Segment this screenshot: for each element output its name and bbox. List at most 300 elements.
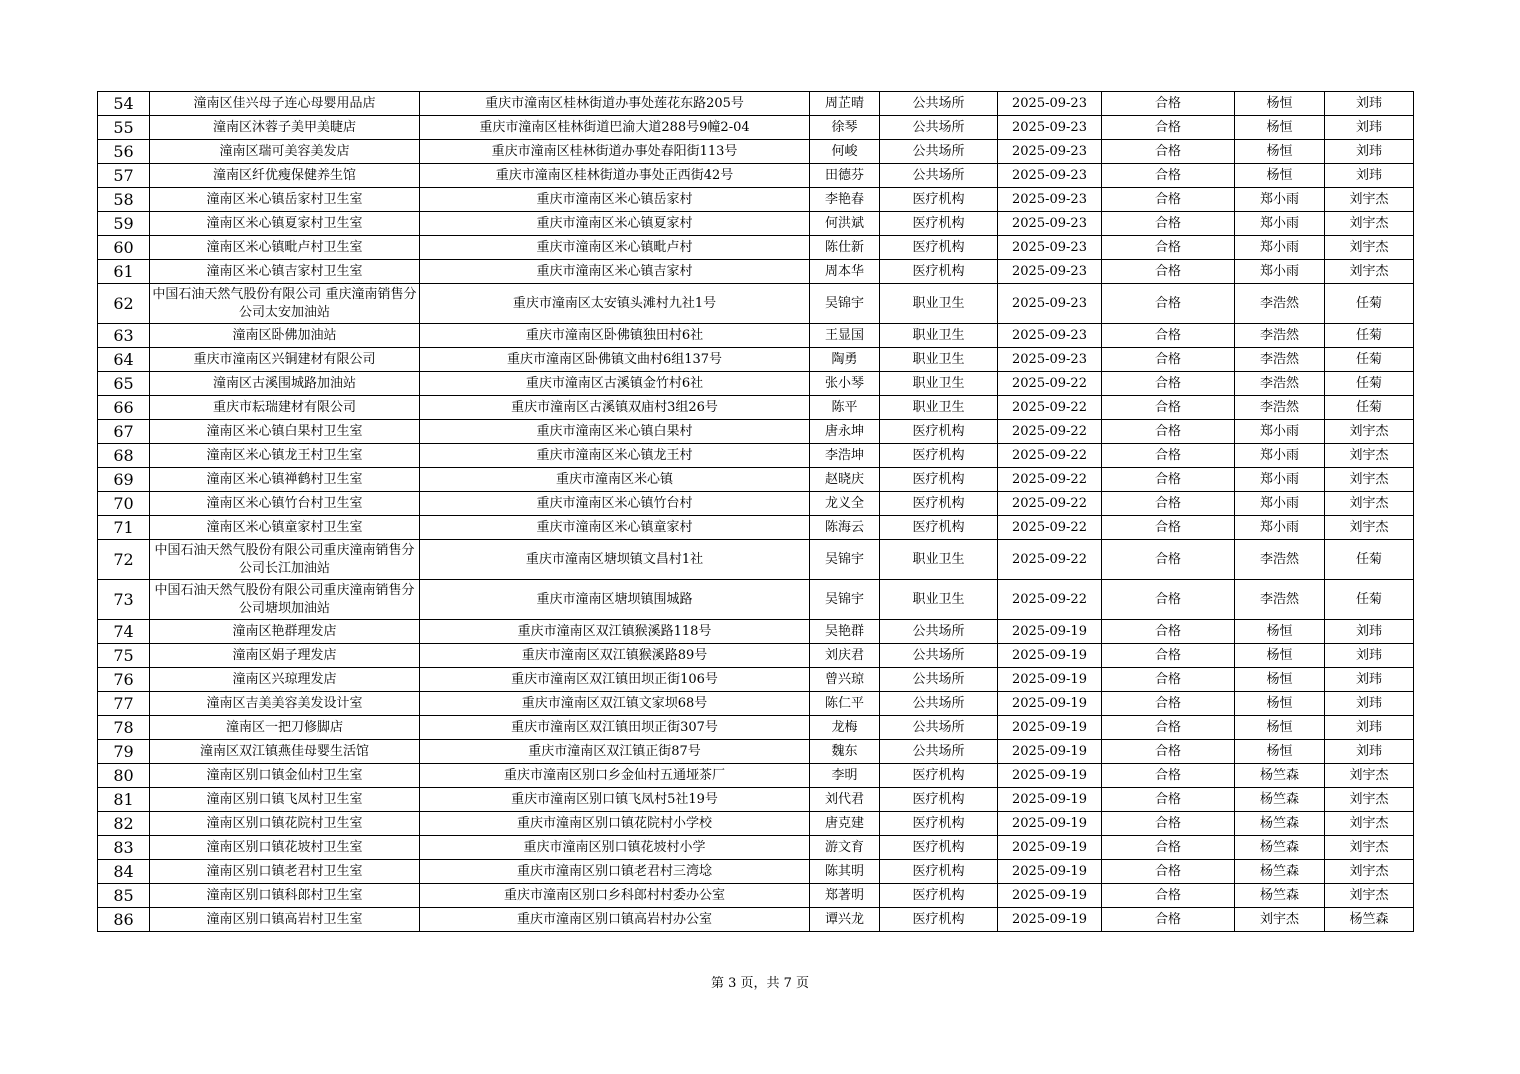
cell-address: 重庆市潼南区米心镇龙王村	[420, 444, 810, 468]
cell-facility-name: 潼南区沐蓉子美甲美睫店	[150, 116, 420, 140]
table-row	[98, 348, 1414, 372]
cell-inspector-2: 刘宇杰	[1325, 764, 1414, 788]
cell-address: 重庆市潼南区双江镇田坝正街106号	[420, 668, 810, 692]
table-row	[98, 668, 1414, 692]
cell-category: 医疗机构	[880, 236, 998, 260]
cell-legal-representative: 游文育	[810, 836, 880, 860]
cell-category: 医疗机构	[880, 884, 998, 908]
cell-row-number: 66	[98, 396, 150, 420]
cell-inspection-date: 2025-09-23	[998, 116, 1102, 140]
cell-legal-representative: 吴锦宇	[810, 540, 880, 580]
cell-result: 合格	[1102, 540, 1235, 580]
cell-row-number: 63	[98, 324, 150, 348]
cell-legal-representative: 徐琴	[810, 116, 880, 140]
cell-result: 合格	[1102, 260, 1235, 284]
cell-result: 合格	[1102, 284, 1235, 324]
table-row	[98, 468, 1414, 492]
cell-row-number: 59	[98, 212, 150, 236]
cell-row-number: 86	[98, 908, 150, 932]
cell-address: 重庆市潼南区桂林街道办事处莲花东路205号	[420, 92, 810, 116]
table-row	[98, 420, 1414, 444]
cell-row-number: 71	[98, 516, 150, 540]
cell-row-number: 55	[98, 116, 150, 140]
cell-legal-representative: 李浩坤	[810, 444, 880, 468]
cell-facility-name: 潼南区米心镇吉家村卫生室	[150, 260, 420, 284]
cell-inspector-1: 李浩然	[1235, 396, 1325, 420]
cell-category: 公共场所	[880, 668, 998, 692]
cell-category: 公共场所	[880, 116, 998, 140]
cell-row-number: 74	[98, 620, 150, 644]
cell-result: 合格	[1102, 740, 1235, 764]
cell-legal-representative: 李明	[810, 764, 880, 788]
cell-category: 职业卫生	[880, 540, 998, 580]
cell-facility-name: 潼南区米心镇禅鹤村卫生室	[150, 468, 420, 492]
cell-inspection-date: 2025-09-19	[998, 812, 1102, 836]
table-row	[98, 644, 1414, 668]
cell-inspection-date: 2025-09-22	[998, 580, 1102, 620]
cell-facility-name: 潼南区米心镇竹台村卫生室	[150, 492, 420, 516]
cell-legal-representative: 曾兴琼	[810, 668, 880, 692]
cell-inspector-2: 刘玮	[1325, 164, 1414, 188]
cell-legal-representative: 谭兴龙	[810, 908, 880, 932]
cell-row-number: 84	[98, 860, 150, 884]
cell-legal-representative: 郑著明	[810, 884, 880, 908]
cell-inspection-date: 2025-09-23	[998, 260, 1102, 284]
table-row	[98, 692, 1414, 716]
cell-facility-name: 潼南区别口镇飞凤村卫生室	[150, 788, 420, 812]
cell-facility-name: 潼南区艳群理发店	[150, 620, 420, 644]
table-row	[98, 764, 1414, 788]
cell-address: 重庆市潼南区太安镇头滩村九社1号	[420, 284, 810, 324]
cell-address: 重庆市潼南区别口镇飞凤村5社19号	[420, 788, 810, 812]
table-row	[98, 788, 1414, 812]
cell-inspector-2: 任菊	[1325, 540, 1414, 580]
cell-result: 合格	[1102, 908, 1235, 932]
cell-legal-representative: 陶勇	[810, 348, 880, 372]
cell-inspector-1: 郑小雨	[1235, 420, 1325, 444]
cell-inspector-1: 郑小雨	[1235, 516, 1325, 540]
cell-result: 合格	[1102, 396, 1235, 420]
cell-category: 医疗机构	[880, 908, 998, 932]
cell-inspector-2: 刘宇杰	[1325, 812, 1414, 836]
cell-result: 合格	[1102, 140, 1235, 164]
cell-inspection-date: 2025-09-23	[998, 140, 1102, 164]
cell-category: 公共场所	[880, 740, 998, 764]
cell-inspection-date: 2025-09-23	[998, 164, 1102, 188]
table-row	[98, 716, 1414, 740]
cell-legal-representative: 唐克建	[810, 812, 880, 836]
cell-row-number: 83	[98, 836, 150, 860]
cell-facility-name: 潼南区别口镇金仙村卫生室	[150, 764, 420, 788]
cell-inspector-2: 刘玮	[1325, 692, 1414, 716]
cell-inspection-date: 2025-09-23	[998, 236, 1102, 260]
cell-row-number: 78	[98, 716, 150, 740]
cell-row-number: 62	[98, 284, 150, 324]
cell-inspector-2: 刘宇杰	[1325, 236, 1414, 260]
cell-inspector-2: 刘玮	[1325, 140, 1414, 164]
table-row	[98, 284, 1414, 324]
cell-inspector-1: 杨恒	[1235, 740, 1325, 764]
table-row	[98, 884, 1414, 908]
cell-result: 合格	[1102, 620, 1235, 644]
cell-address: 重庆市潼南区古溪镇金竹村6社	[420, 372, 810, 396]
table-row	[98, 188, 1414, 212]
cell-category: 公共场所	[880, 716, 998, 740]
cell-facility-name: 潼南区米心镇童家村卫生室	[150, 516, 420, 540]
cell-inspector-2: 任菊	[1325, 396, 1414, 420]
cell-legal-representative: 唐永坤	[810, 420, 880, 444]
cell-category: 职业卫生	[880, 324, 998, 348]
cell-category: 公共场所	[880, 620, 998, 644]
cell-address: 重庆市潼南区桂林街道巴渝大道288号9幢2-04	[420, 116, 810, 140]
cell-facility-name: 潼南区古溪围城路加油站	[150, 372, 420, 396]
cell-facility-name: 重庆市耘瑞建材有限公司	[150, 396, 420, 420]
cell-inspector-1: 杨恒	[1235, 644, 1325, 668]
cell-inspection-date: 2025-09-22	[998, 468, 1102, 492]
cell-address: 重庆市潼南区塘坝镇文昌村1社	[420, 540, 810, 580]
cell-legal-representative: 周芷晴	[810, 92, 880, 116]
cell-address: 重庆市潼南区双江镇正街87号	[420, 740, 810, 764]
table-row	[98, 212, 1414, 236]
table-row	[98, 860, 1414, 884]
cell-legal-representative: 张小琴	[810, 372, 880, 396]
cell-category: 医疗机构	[880, 188, 998, 212]
cell-inspector-1: 杨恒	[1235, 620, 1325, 644]
cell-inspector-1: 郑小雨	[1235, 212, 1325, 236]
cell-facility-name: 潼南区佳兴母子连心母婴用品店	[150, 92, 420, 116]
cell-facility-name: 中国石油天然气股份有限公司 重庆潼南销售分公司太安加油站	[150, 284, 420, 324]
cell-inspector-2: 刘宇杰	[1325, 212, 1414, 236]
inspection-table	[97, 91, 1414, 932]
cell-address: 重庆市潼南区米心镇吉家村	[420, 260, 810, 284]
table-row	[98, 812, 1414, 836]
cell-inspector-1: 郑小雨	[1235, 260, 1325, 284]
cell-result: 合格	[1102, 348, 1235, 372]
cell-inspection-date: 2025-09-19	[998, 740, 1102, 764]
cell-legal-representative: 陈海云	[810, 516, 880, 540]
cell-row-number: 82	[98, 812, 150, 836]
page-footer: 第 3 页，共 7 页	[710, 976, 810, 991]
cell-facility-name: 潼南区别口镇花院村卫生室	[150, 812, 420, 836]
cell-category: 医疗机构	[880, 444, 998, 468]
cell-inspection-date: 2025-09-19	[998, 764, 1102, 788]
cell-address: 重庆市潼南区双江镇猴溪路118号	[420, 620, 810, 644]
cell-inspection-date: 2025-09-22	[998, 540, 1102, 580]
table-row	[98, 324, 1414, 348]
cell-row-number: 64	[98, 348, 150, 372]
cell-inspector-2: 任菊	[1325, 284, 1414, 324]
table-row	[98, 492, 1414, 516]
cell-facility-name: 潼南区米心镇岳家村卫生室	[150, 188, 420, 212]
cell-address: 重庆市潼南区塘坝镇围城路	[420, 580, 810, 620]
cell-result: 合格	[1102, 420, 1235, 444]
cell-result: 合格	[1102, 164, 1235, 188]
cell-address: 重庆市潼南区卧佛镇文曲村6组137号	[420, 348, 810, 372]
cell-facility-name: 潼南区娟子理发店	[150, 644, 420, 668]
cell-legal-representative: 田德芬	[810, 164, 880, 188]
cell-legal-representative: 陈平	[810, 396, 880, 420]
cell-inspector-2: 刘玮	[1325, 620, 1414, 644]
cell-result: 合格	[1102, 764, 1235, 788]
cell-facility-name: 潼南区别口镇高岩村卫生室	[150, 908, 420, 932]
cell-inspection-date: 2025-09-22	[998, 372, 1102, 396]
cell-address: 重庆市潼南区米心镇夏家村	[420, 212, 810, 236]
cell-row-number: 85	[98, 884, 150, 908]
cell-inspector-2: 刘玮	[1325, 644, 1414, 668]
cell-result: 合格	[1102, 236, 1235, 260]
cell-inspector-2: 刘玮	[1325, 116, 1414, 140]
cell-inspector-2: 刘宇杰	[1325, 884, 1414, 908]
cell-inspector-2: 刘宇杰	[1325, 492, 1414, 516]
cell-result: 合格	[1102, 860, 1235, 884]
cell-result: 合格	[1102, 884, 1235, 908]
table-row	[98, 92, 1414, 116]
cell-result: 合格	[1102, 92, 1235, 116]
cell-result: 合格	[1102, 716, 1235, 740]
cell-legal-representative: 刘庆君	[810, 644, 880, 668]
cell-facility-name: 潼南区米心镇毗卢村卫生室	[150, 236, 420, 260]
cell-inspector-2: 刘宇杰	[1325, 788, 1414, 812]
cell-facility-name: 潼南区双江镇燕佳母婴生活馆	[150, 740, 420, 764]
cell-row-number: 69	[98, 468, 150, 492]
cell-inspection-date: 2025-09-23	[998, 212, 1102, 236]
cell-inspection-date: 2025-09-19	[998, 884, 1102, 908]
cell-row-number: 75	[98, 644, 150, 668]
cell-inspector-2: 任菊	[1325, 372, 1414, 396]
cell-result: 合格	[1102, 324, 1235, 348]
cell-inspector-1: 李浩然	[1235, 580, 1325, 620]
cell-result: 合格	[1102, 692, 1235, 716]
cell-category: 医疗机构	[880, 812, 998, 836]
cell-inspector-1: 郑小雨	[1235, 468, 1325, 492]
cell-inspection-date: 2025-09-23	[998, 188, 1102, 212]
cell-legal-representative: 周本华	[810, 260, 880, 284]
table-row	[98, 116, 1414, 140]
cell-category: 公共场所	[880, 692, 998, 716]
cell-address: 重庆市潼南区米心镇毗卢村	[420, 236, 810, 260]
cell-inspector-2: 刘玮	[1325, 668, 1414, 692]
cell-facility-name: 中国石油天然气股份有限公司重庆潼南销售分公司长江加油站	[150, 540, 420, 580]
table-row	[98, 836, 1414, 860]
cell-address: 重庆市潼南区双江镇猴溪路89号	[420, 644, 810, 668]
cell-inspector-1: 李浩然	[1235, 284, 1325, 324]
cell-inspector-2: 刘宇杰	[1325, 444, 1414, 468]
cell-address: 重庆市潼南区米心镇竹台村	[420, 492, 810, 516]
table-row	[98, 396, 1414, 420]
cell-inspector-1: 郑小雨	[1235, 444, 1325, 468]
cell-inspector-1: 李浩然	[1235, 372, 1325, 396]
cell-inspector-2: 刘宇杰	[1325, 260, 1414, 284]
cell-facility-name: 潼南区米心镇龙王村卫生室	[150, 444, 420, 468]
cell-result: 合格	[1102, 492, 1235, 516]
cell-address: 重庆市潼南区米心镇白果村	[420, 420, 810, 444]
cell-inspector-1: 杨竺森	[1235, 860, 1325, 884]
table-row	[98, 516, 1414, 540]
cell-inspector-2: 刘宇杰	[1325, 468, 1414, 492]
cell-category: 医疗机构	[880, 492, 998, 516]
cell-result: 合格	[1102, 668, 1235, 692]
cell-facility-name: 潼南区纤优瘦保健养生馆	[150, 164, 420, 188]
cell-row-number: 67	[98, 420, 150, 444]
cell-inspector-1: 杨恒	[1235, 164, 1325, 188]
cell-facility-name: 潼南区别口镇花坡村卫生室	[150, 836, 420, 860]
cell-inspector-2: 任菊	[1325, 580, 1414, 620]
table-row	[98, 140, 1414, 164]
cell-inspector-1: 杨恒	[1235, 140, 1325, 164]
cell-address: 重庆市潼南区别口镇花坡村小学	[420, 836, 810, 860]
cell-inspection-date: 2025-09-22	[998, 420, 1102, 444]
cell-category: 公共场所	[880, 164, 998, 188]
cell-inspector-1: 杨恒	[1235, 668, 1325, 692]
cell-legal-representative: 何洪斌	[810, 212, 880, 236]
cell-legal-representative: 吴锦宇	[810, 284, 880, 324]
cell-row-number: 56	[98, 140, 150, 164]
cell-inspector-2: 任菊	[1325, 324, 1414, 348]
cell-inspector-1: 杨竺森	[1235, 788, 1325, 812]
cell-address: 重庆市潼南区米心镇	[420, 468, 810, 492]
cell-result: 合格	[1102, 836, 1235, 860]
cell-category: 医疗机构	[880, 788, 998, 812]
cell-inspector-1: 李浩然	[1235, 324, 1325, 348]
cell-category: 医疗机构	[880, 468, 998, 492]
cell-inspection-date: 2025-09-19	[998, 860, 1102, 884]
cell-inspector-2: 刘宇杰	[1325, 188, 1414, 212]
cell-category: 公共场所	[880, 140, 998, 164]
cell-category: 职业卫生	[880, 348, 998, 372]
cell-row-number: 60	[98, 236, 150, 260]
cell-legal-representative: 吴艳群	[810, 620, 880, 644]
cell-result: 合格	[1102, 116, 1235, 140]
cell-result: 合格	[1102, 444, 1235, 468]
cell-inspector-1: 杨恒	[1235, 116, 1325, 140]
cell-legal-representative: 刘代君	[810, 788, 880, 812]
cell-address: 重庆市潼南区卧佛镇独田村6社	[420, 324, 810, 348]
cell-row-number: 73	[98, 580, 150, 620]
cell-result: 合格	[1102, 580, 1235, 620]
table-row	[98, 236, 1414, 260]
table-row	[98, 740, 1414, 764]
cell-legal-representative: 龙梅	[810, 716, 880, 740]
cell-category: 职业卫生	[880, 396, 998, 420]
cell-address: 重庆市潼南区别口镇花院村小学校	[420, 812, 810, 836]
cell-category: 职业卫生	[880, 580, 998, 620]
cell-facility-name: 潼南区卧佛加油站	[150, 324, 420, 348]
cell-inspector-1: 郑小雨	[1235, 188, 1325, 212]
cell-inspector-1: 杨竺森	[1235, 884, 1325, 908]
cell-inspection-date: 2025-09-22	[998, 516, 1102, 540]
cell-legal-representative: 赵晓庆	[810, 468, 880, 492]
cell-category: 职业卫生	[880, 372, 998, 396]
cell-legal-representative: 何峻	[810, 140, 880, 164]
cell-inspector-2: 刘玮	[1325, 92, 1414, 116]
cell-inspection-date: 2025-09-23	[998, 324, 1102, 348]
cell-inspector-1: 杨竺森	[1235, 836, 1325, 860]
table-body	[98, 92, 1414, 932]
cell-legal-representative: 王显国	[810, 324, 880, 348]
cell-row-number: 76	[98, 668, 150, 692]
cell-facility-name: 潼南区别口镇科郎村卫生室	[150, 884, 420, 908]
cell-inspector-1: 李浩然	[1235, 348, 1325, 372]
cell-inspector-2: 刘玮	[1325, 716, 1414, 740]
cell-result: 合格	[1102, 372, 1235, 396]
cell-facility-name: 潼南区一把刀修脚店	[150, 716, 420, 740]
cell-inspector-2: 刘宇杰	[1325, 860, 1414, 884]
table-row	[98, 164, 1414, 188]
cell-inspection-date: 2025-09-23	[998, 284, 1102, 324]
cell-address: 重庆市潼南区别口乡科郎村村委办公室	[420, 884, 810, 908]
table-row	[98, 580, 1414, 620]
cell-category: 医疗机构	[880, 212, 998, 236]
cell-inspector-1: 杨竺森	[1235, 812, 1325, 836]
cell-inspector-2: 任菊	[1325, 348, 1414, 372]
cell-row-number: 77	[98, 692, 150, 716]
cell-address: 重庆市潼南区米心镇童家村	[420, 516, 810, 540]
cell-inspection-date: 2025-09-19	[998, 620, 1102, 644]
cell-category: 医疗机构	[880, 420, 998, 444]
cell-inspection-date: 2025-09-19	[998, 644, 1102, 668]
cell-result: 合格	[1102, 644, 1235, 668]
cell-row-number: 72	[98, 540, 150, 580]
cell-category: 医疗机构	[880, 516, 998, 540]
cell-address: 重庆市潼南区双江镇文家坝68号	[420, 692, 810, 716]
cell-category: 医疗机构	[880, 260, 998, 284]
cell-address: 重庆市潼南区古溪镇双庙村3组26号	[420, 396, 810, 420]
cell-row-number: 81	[98, 788, 150, 812]
cell-address: 重庆市潼南区桂林街道办事处春阳街113号	[420, 140, 810, 164]
cell-row-number: 57	[98, 164, 150, 188]
cell-result: 合格	[1102, 212, 1235, 236]
cell-facility-name: 潼南区米心镇夏家村卫生室	[150, 212, 420, 236]
cell-facility-name: 中国石油天然气股份有限公司重庆潼南销售分公司塘坝加油站	[150, 580, 420, 620]
cell-result: 合格	[1102, 188, 1235, 212]
cell-inspector-1: 刘宇杰	[1235, 908, 1325, 932]
cell-inspection-date: 2025-09-19	[998, 908, 1102, 932]
cell-facility-name: 潼南区瑞可美容美发店	[150, 140, 420, 164]
cell-inspection-date: 2025-09-19	[998, 788, 1102, 812]
cell-address: 重庆市潼南区桂林街道办事处正西街42号	[420, 164, 810, 188]
cell-inspection-date: 2025-09-19	[998, 836, 1102, 860]
cell-address: 重庆市潼南区米心镇岳家村	[420, 188, 810, 212]
cell-category: 公共场所	[880, 644, 998, 668]
cell-inspection-date: 2025-09-19	[998, 716, 1102, 740]
cell-legal-representative: 陈仕新	[810, 236, 880, 260]
cell-result: 合格	[1102, 812, 1235, 836]
cell-inspector-2: 刘玮	[1325, 740, 1414, 764]
cell-row-number: 65	[98, 372, 150, 396]
cell-facility-name: 潼南区兴琼理发店	[150, 668, 420, 692]
cell-inspection-date: 2025-09-19	[998, 692, 1102, 716]
cell-legal-representative: 陈仁平	[810, 692, 880, 716]
cell-category: 职业卫生	[880, 284, 998, 324]
cell-facility-name: 重庆市潼南区兴铜建材有限公司	[150, 348, 420, 372]
cell-row-number: 54	[98, 92, 150, 116]
cell-result: 合格	[1102, 468, 1235, 492]
cell-legal-representative: 龙义全	[810, 492, 880, 516]
cell-row-number: 80	[98, 764, 150, 788]
cell-result: 合格	[1102, 516, 1235, 540]
cell-inspection-date: 2025-09-22	[998, 396, 1102, 420]
cell-legal-representative: 吴锦宇	[810, 580, 880, 620]
cell-inspector-2: 刘宇杰	[1325, 420, 1414, 444]
table-row	[98, 620, 1414, 644]
cell-inspection-date: 2025-09-19	[998, 668, 1102, 692]
cell-legal-representative: 陈其明	[810, 860, 880, 884]
cell-category: 医疗机构	[880, 836, 998, 860]
cell-facility-name: 潼南区别口镇老君村卫生室	[150, 860, 420, 884]
table-row	[98, 444, 1414, 468]
cell-category: 公共场所	[880, 92, 998, 116]
cell-inspector-1: 杨恒	[1235, 716, 1325, 740]
